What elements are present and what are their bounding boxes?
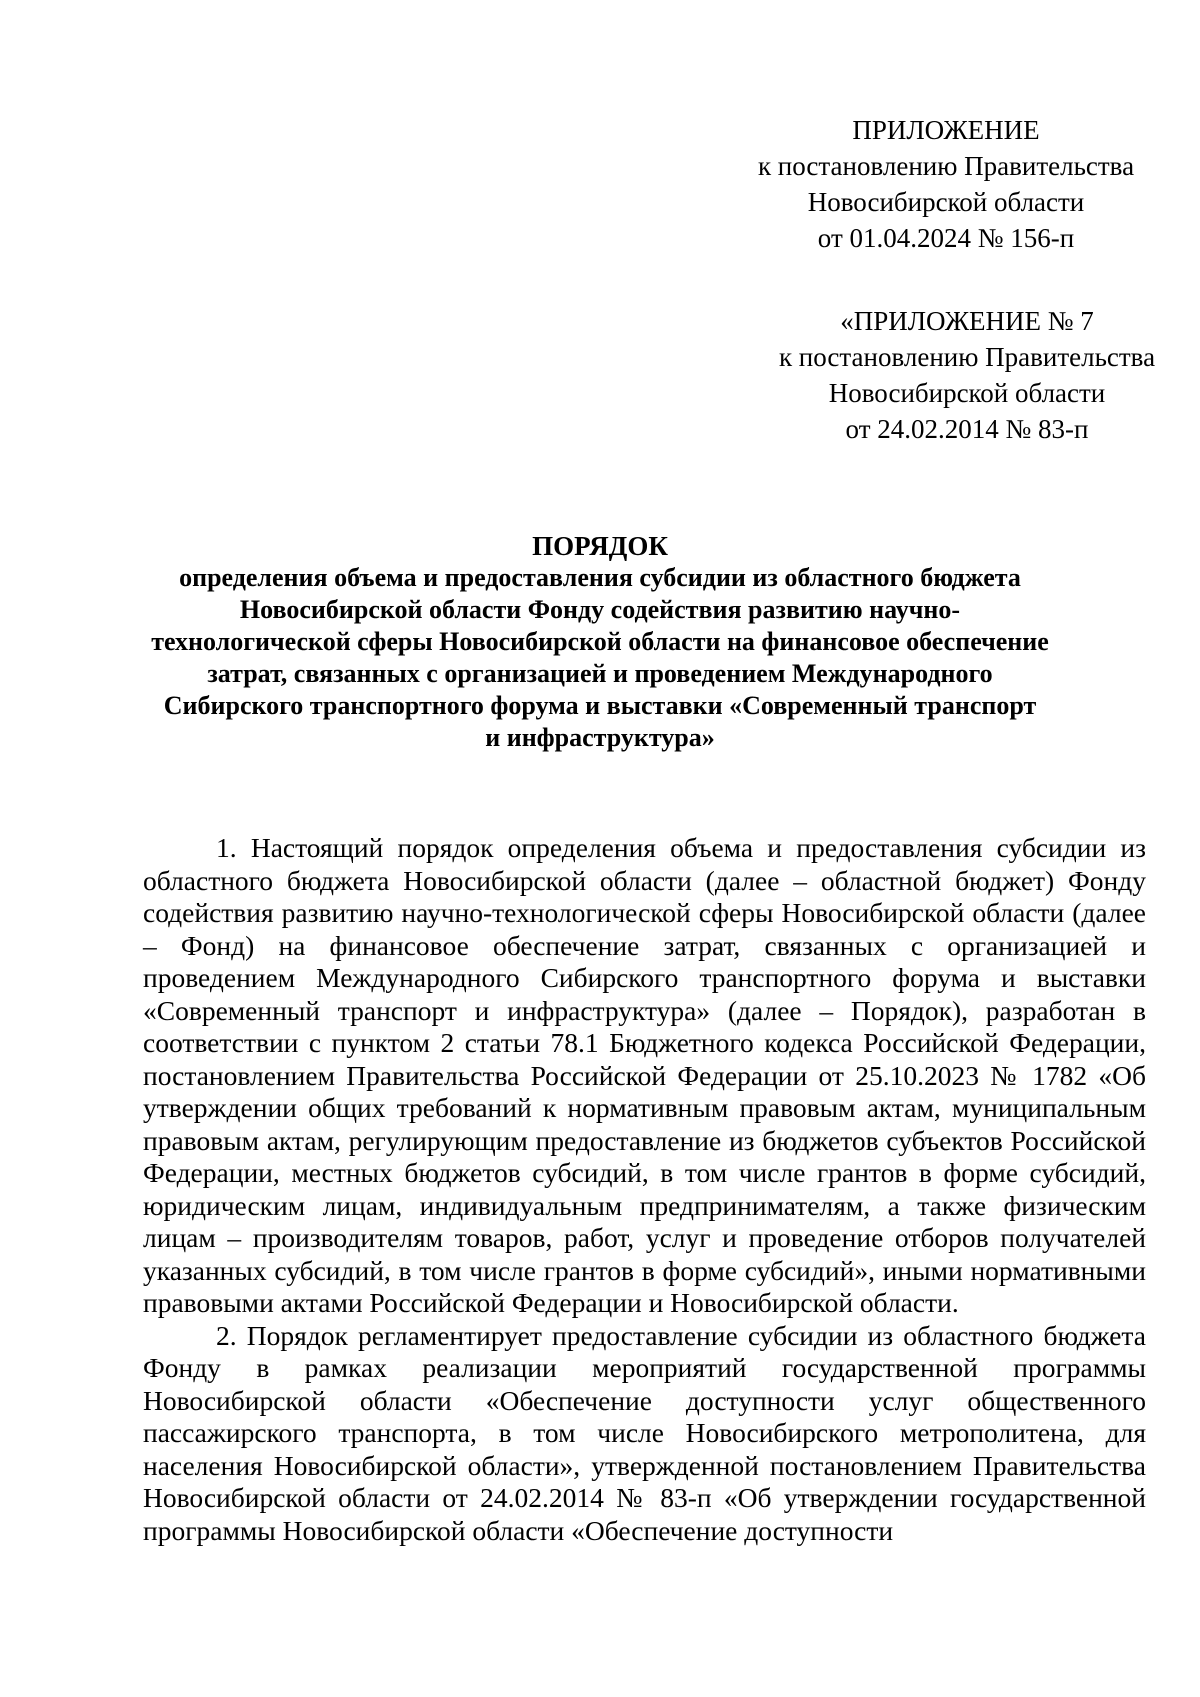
appendix-line: Новосибирской области xyxy=(807,187,1085,217)
appendix-title: ПРИЛОЖЕНИЕ xyxy=(852,115,1040,145)
appendix-date-number: от 24.02.2014 № 83-п xyxy=(845,414,1089,444)
appendix-7-header xyxy=(747,303,1187,447)
title-line: определения объема и предоставления субсидии из областного бюджета xyxy=(179,563,1021,592)
appendix-header xyxy=(726,112,1166,256)
title-line: технологической сферы Новосибирской области на финансовое обеспечение xyxy=(151,627,1049,656)
document-body xyxy=(143,832,1146,1547)
document-title xyxy=(130,530,1070,754)
appendix-line: к постановлению Правительства xyxy=(757,151,1135,181)
title-main: ПОРЯДОК xyxy=(532,531,668,561)
title-line: затрат, связанных с организацией и проведением Международного xyxy=(207,659,993,688)
appendix-date-number: от 01.04.2024 № 156-п xyxy=(817,223,1075,253)
appendix-line: Новосибирской области xyxy=(828,378,1106,408)
title-line: Новосибирской области Фонду содействия развитию научно- xyxy=(239,595,961,624)
paragraph-1: 1. Настоящий порядок определения объема и предоставления субсидии из областного бюджета Новосибирской области (далее – областной бюджет) Фонду содействия развитию научно-технологической сферы Новосибирской области (далее – Фонд) на финансовое обеспечение затрат, связанных с организацией и проведением Международного Сибирского транспортного форума и выставки «Современный транспорт и инфраструктура» (далее – Порядок), разработан в соответствии с пунктом 2 статьи 78.1 Бюджетного кодекса Российской Федерации, постановлением Правительства Российской Федерации от 25.10.2023 № 1782 «Об утверждении общих требований к нормативным правовым актам, муниципальным правовым актам, регулирующим предоставление из бюджетов субъектов Российской Федерации, местных бюджетов субсидий, в том числе грантов в форме субсидий, юридическим лицам, индивидуальным предпринимателям, а также физическим лицам – производителям товаров, работ, услуг и проведение отборов получателей указанных субсидий, в том числе грантов в форме субсидий», иными нормативными правовыми актами Российской Федерации и Новосибирской области. xyxy=(143,832,1146,1318)
paragraph-2: 2. Порядок регламентирует предоставление субсидии из областного бюджета Фонду в рамках реализации мероприятий государственной программы Новосибирской области «Обеспечение доступности услуг общественного пассажирского транспорта, в том числе Новосибирского метрополитена, для населения Новосибирской области», утвержденной постановлением Правительства Новосибирской области от 24.02.2014 № 83-п «Об утверждении государственной программы Новосибирской области «Обеспечение доступности xyxy=(143,1319,1146,1546)
appendix-line: к постановлению Правительства xyxy=(778,342,1156,372)
title-line: и инфраструктура» xyxy=(485,723,715,752)
title-line: Сибирского транспортного форума и выставки «Современный транспорт xyxy=(163,691,1037,720)
appendix-title: «ПРИЛОЖЕНИЕ № 7 xyxy=(840,306,1094,336)
